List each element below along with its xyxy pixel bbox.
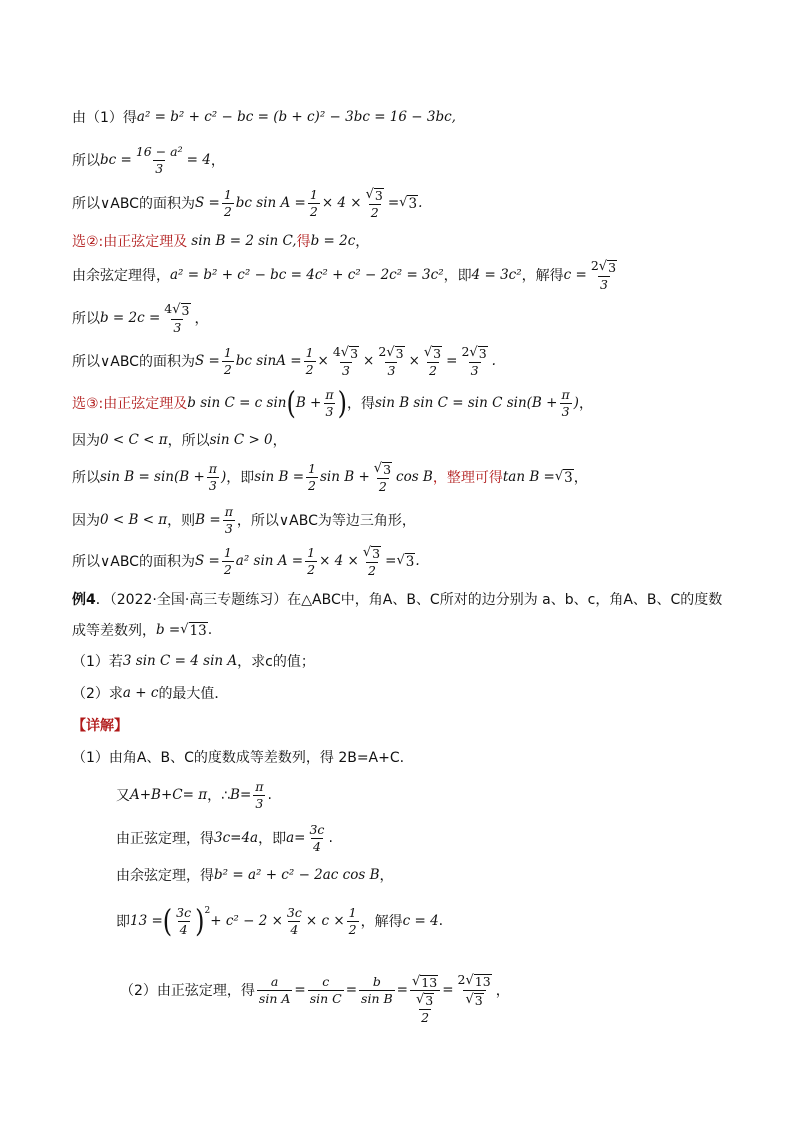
answer-line-4: 由余弦定理，得 b² = a² + c² − 2ac cos B ， xyxy=(116,867,394,884)
equation: S = $\frac{1}{2}$ bc sinA = $\frac{1}{2}$ × 4 √ 3 3 × 2 √ 3 3 × √ 3 2 = 2 √ 3 3 . xyxy=(194,344,496,378)
solution-line-4: 选②:由正弦定理及 sin B = 2 sin C, 得 b = 2c ， xyxy=(72,233,370,250)
answer-line-5: 即 13 = ( $\frac{3c}{4}$ ) $^2$ + c² − 2 × $\frac{3c}{4}$ × c × $\frac{1}{2}$ ，解得 c = 4 . xyxy=(116,902,444,940)
equation: $\frac{a}{\text{sin A}}$ = $\frac{c}{\text{sin C}}$ = $\frac{b}{\text{sin B}}$ = √ 13 √ 3 2 = 2 √ 13 √ 3 xyxy=(258,972,491,1025)
example-heading: 例4 ．（2022·全国·高三专题练习）在△ABC中，角A、B、C所对的边分别为 a、b、c，角A、B、C的度数 xyxy=(72,584,722,614)
solution-line-2: 所以 bc = $\frac{\text{16 − a²}}{3}$ = 4 ， xyxy=(72,144,225,176)
solution-line-10: 所以 sin B = sin(B + $\frac{\pi}{3}$ ) ，即 sin B = $\frac{1}{2}$ sin B + √ 3 2 cos B ，整理可得 tan B = √ 3 ， xyxy=(72,461,588,494)
example-line-2: 成等差数列， b = √ 13 . xyxy=(72,621,213,639)
equation: b = 2c = 4 √ 3 3 xyxy=(100,301,190,335)
solution-line-5: 由余弦定理得， a² = b² + c² − bc = 4c² + c² − 2c² = 3c² ，即 4 = 3c² ，解得 c = 2 √ 3 3 xyxy=(72,260,621,290)
question-2: （2）求 a + c 的最大值． xyxy=(72,685,229,702)
question-1: （1）若 3 sin C = 4 sin A ，求c的值； xyxy=(72,653,315,670)
solution-line-8: 选③:由正弦定理及 b sin C = c sin ( B + $\frac{\pi}{3}$ ) ，得 sin B sin C = sin C sin(B + $\frac{\pi}{3}$ ) ， xyxy=(72,384,593,422)
equation: S = $\frac{1}{2}$ bc sin A = $\frac{1}{2}$ × 4 × √ 3 2 = √ 3 . xyxy=(194,187,423,220)
equation: b sin C = c sin ( B + $\frac{\pi}{3}$ ) xyxy=(187,384,347,422)
solution-line-9: 因为 0 < C < π ，所以 sin C > 0 ， xyxy=(72,432,287,449)
example-label: 例4 xyxy=(72,592,96,608)
answer-line-3: 由正弦定理，得 3c=4a ，即 a= $\frac{3c}{4}$ . xyxy=(116,822,333,854)
equation: 13 = ( $\frac{3c}{4}$ ) $^2$ + c² − 2 × $\frac{3c}{4}$ × c × $\frac{1}{2}$ xyxy=(130,902,357,940)
solution-line-12: 所以∨ABC的面积为 S = $\frac{1}{2}$ a² sin A = $\frac{1}{2}$ × 4 × √ 3 2 = √ 3 . xyxy=(72,545,420,578)
equation: S = $\frac{1}{2}$ a² sin A = $\frac{1}{2}$ × 4 × √ 3 2 = √ 3 . xyxy=(194,545,420,578)
answer-line-2: 又 A+B+C= π ，∴ B= $\frac{\pi}{3}$ . xyxy=(116,779,272,811)
detail-heading: 【详解】 xyxy=(72,718,128,734)
solution-line-3: 所以∨ABC的面积为 S = $\frac{1}{2}$ bc sin A = $\frac{1}{2}$ × 4 × √ 3 2 = √ 3 . xyxy=(72,187,423,220)
sqrt: √ 3 xyxy=(399,194,418,212)
solution-line-7: 所以∨ABC的面积为 S = $\frac{1}{2}$ bc sinA = $\frac{1}{2}$ × 4 √ 3 3 × 2 √ 3 3 × √ 3 2 = 2 √ 3 3 . xyxy=(72,344,496,378)
equation: a² = b² + c² − bc = (b + c)² − 3bc = 16 − 3bc, xyxy=(136,109,456,125)
solution-line-11: 因为 0 < B < π ，则 B = $\frac{\pi}{3}$ ，所以∨ABC为等边三角形， xyxy=(72,504,416,536)
solution-line-1: 由（1）得 a² = b² + c² − bc = (b + c)² − 3bc = 16 − 3bc, xyxy=(72,109,456,126)
equation: bc = $\frac{\text{16 − a²}}{3}$ = 4 xyxy=(100,144,211,176)
solution-line-6: 所以 b = 2c = 4 √ 3 3 ， xyxy=(72,301,209,335)
fraction: $\frac{\text{16 − a²}}{3}$ xyxy=(135,144,183,176)
answer-line-6: （2）由正弦定理，得 $\frac{a}{\text{sin A}}$ = $\frac{c}{\text{sin C}}$ = $\frac{b}{\text{sin B}}$ = √ 13 √ 3 2 = 2 √ 13 √ 3 ， xyxy=(120,968,510,1012)
equation: sin B sin C = sin C sin(B + $\frac{\pi}{3}$ ) xyxy=(374,387,579,419)
answer-line-1: （1）由角A、B、C的度数成等差数列，得 2B=A+C. xyxy=(72,750,405,766)
sqrt: √ 3 xyxy=(365,187,383,204)
equation: c = 2 √ 3 3 xyxy=(563,258,617,292)
